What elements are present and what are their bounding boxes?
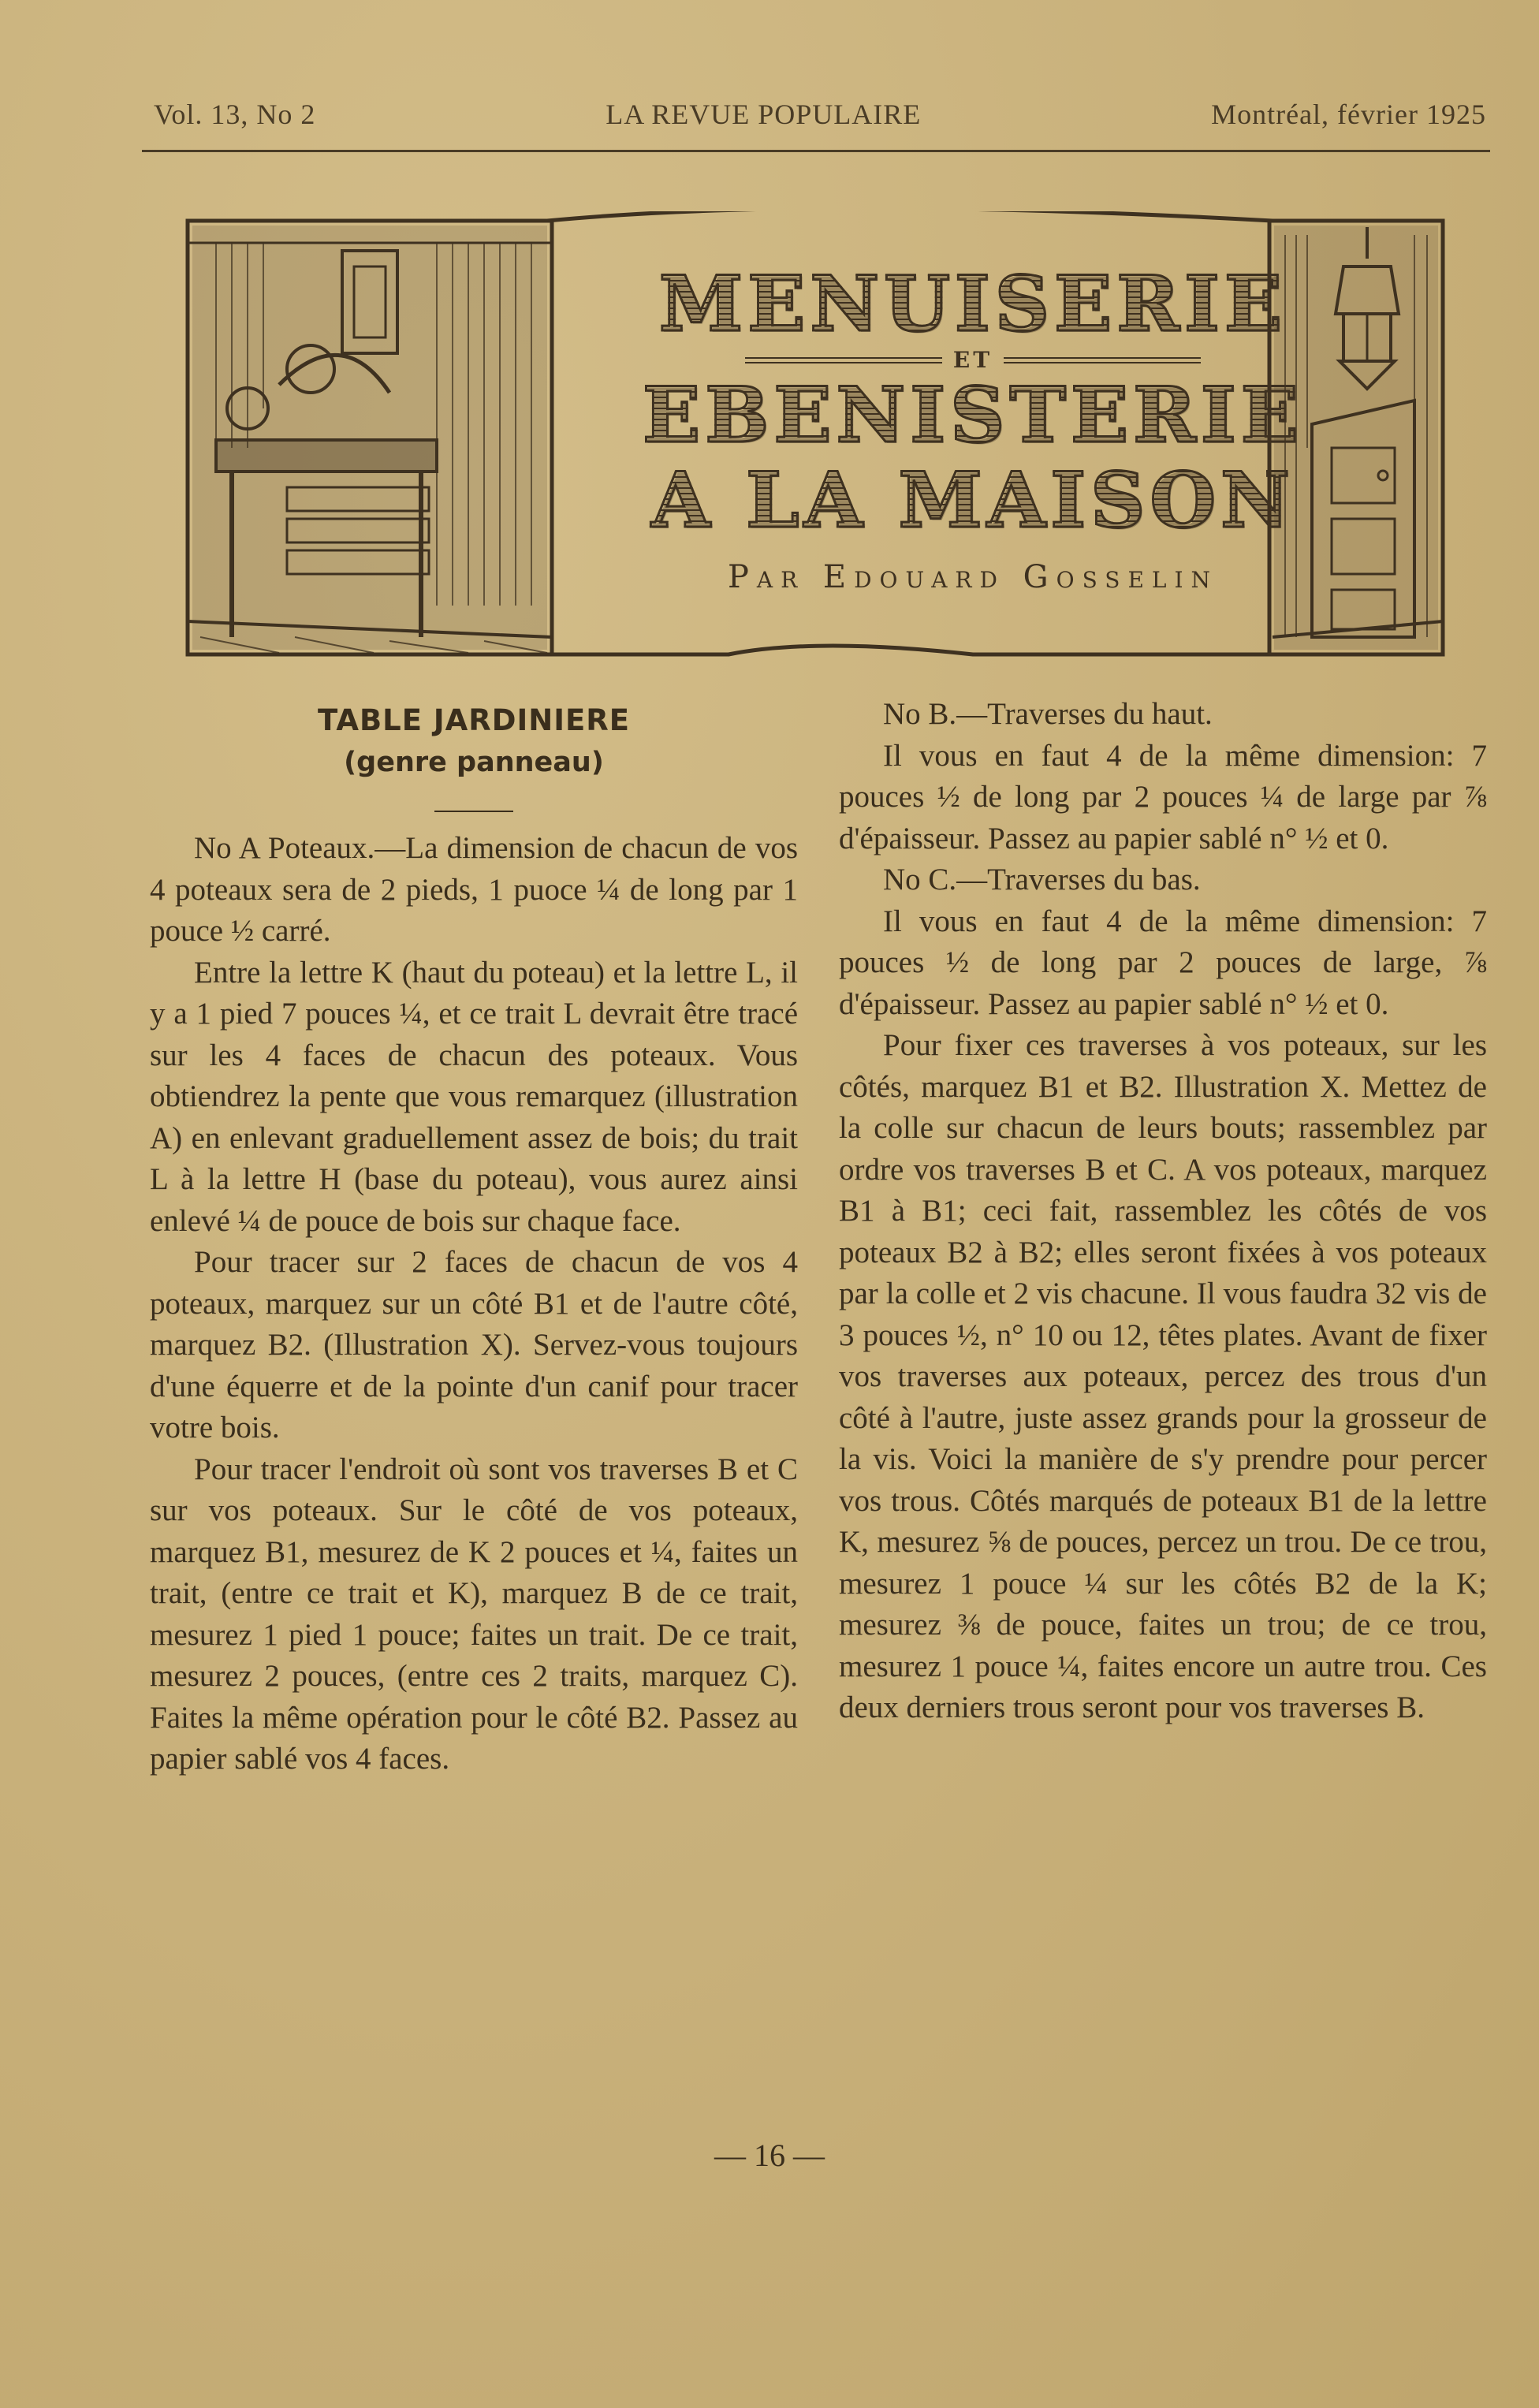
publication-name: LA REVUE POPULAIRE bbox=[606, 99, 922, 130]
title-block bbox=[579, 259, 1367, 595]
title-line-ebenisterie: EBENISTERIE bbox=[579, 378, 1367, 453]
right-paragraph-2: Il vous en faut 4 de la même dimension: 7 pouces ½ de long par 2 pouces ¼ de large par ⅞ d'épaisseur. Passez au papier sablé n° ½ et 0. bbox=[839, 738, 1487, 855]
right-column bbox=[839, 694, 1487, 1729]
header-rule bbox=[142, 150, 1490, 152]
byline: Par Edouard Gosselin bbox=[727, 559, 1219, 595]
left-paragraph-1: No A Poteaux.—La dimension de chacun de vos 4 poteaux sera de 2 pieds, 1 puoce ¼ de long par 1 pouce ½ carré. bbox=[150, 831, 798, 948]
title-rule-left bbox=[745, 357, 942, 363]
right-paragraph-5: Pour fixer ces traverses à vos poteaux, sur les côtés, marquez B1 et B2. Illustration X. Mettez de la colle sur chacun de leurs bouts; rassemblez par ordre vos traverses B et C. A vos poteaux, marquez B1 à B1; ceci fait, rassemblez les côtés de vos poteaux B2 à B2; elles seront fixées à vos poteaux par la colle et 2 vis chacune. Il vous faudra 32 vis de 3 pouces ½, n° 10 ou 12, têtes plates. Avant de fixer vos traverses aux poteaux, percez des trous d'un côté à l'autre, juste assez grands pour la grosseur de la vis. Voici la manière de s'y prendre pour percer vos trous. Côtés marqués de poteaux B1 de la lettre K, mesurez ⅝ de pouces, percez un trou. De ce trou, mesurez 1 pouce ¼ sur les côtés B2 de la K; mesurez ⅜ de pouce, faites un trou; de ce trou, mesurez 1 pouce ¼, faites encore un autre trou. Ces deux derniers trous seront pour vos traverses B. bbox=[839, 1028, 1487, 1724]
article-title: TABLE JARDINIERE bbox=[317, 703, 631, 737]
title-et: ET bbox=[952, 347, 993, 373]
title-line-menuiserie: MENUISERIE bbox=[579, 267, 1367, 342]
left-column bbox=[150, 694, 798, 1780]
title-separator bbox=[434, 811, 513, 812]
title-line-a-la-maison: A LA MAISON bbox=[579, 463, 1367, 539]
title-et-row bbox=[579, 347, 1367, 373]
right-paragraph-3: No C.—Traverses du bas. bbox=[883, 863, 1201, 896]
right-paragraph-1: No B.—Traverses du haut. bbox=[883, 697, 1213, 731]
page-number: — 16 — bbox=[714, 2138, 825, 2173]
article-subtitle: (genre panneau) bbox=[344, 747, 604, 778]
title-banner bbox=[184, 211, 1446, 669]
workshop-scene-illustration bbox=[188, 221, 552, 654]
volume-number: Vol. 13, No 2 bbox=[154, 99, 316, 130]
left-paragraph-2: Entre la lettre K (haut du poteau) et la lettre L, il y a 1 pied 7 pouces ¼, et ce trait L devrait être tracé sur les 4 faces de chacun des poteaux. Vous obtiendrez la pente que vous remarquez (illustration A) en enlevant graduellement assez de bois; du trait L à la lettre H (base du poteau), vous aurez ainsi enlevé ¼ de pouce de bois sur chaque face. bbox=[150, 955, 798, 1238]
running-header bbox=[154, 98, 1486, 131]
right-paragraph-4: Il vous en faut 4 de la même dimension: 7 pouces ½ de long par 2 pouces de large, ⅞ d'épaisseur. Passez au papier sablé n° ½ et 0. bbox=[839, 904, 1487, 1021]
left-paragraph-3: Pour tracer sur 2 faces de chacun de vos 4 poteaux, marquez sur un côté B1 et de l'autre côté, marquez B2. (Illustration X). Servez-vous toujours d'une équerre et de la pointe d'un canif pour tracer votre bois. bbox=[150, 1245, 798, 1444]
place-and-date: Montréal, février 1925 bbox=[1211, 99, 1486, 130]
left-paragraph-4: Pour tracer l'endroit où sont vos traverses B et C sur vos poteaux. Sur le côté de vos poteaux, marquez B1, mesurez de K 2 pouces et ¼, faites un trait, (entre ce trait et K), marquez B de ce trait, mesurez 1 pied 1 pouce; faites un trait. De ce trait, mesurez 2 pouces, (entre ces 2 traits, marquez C). Faites la même opération pour le côté B2. Passez au papier sablé vos 4 faces. bbox=[150, 1452, 798, 1776]
title-rule-right bbox=[1004, 357, 1201, 363]
